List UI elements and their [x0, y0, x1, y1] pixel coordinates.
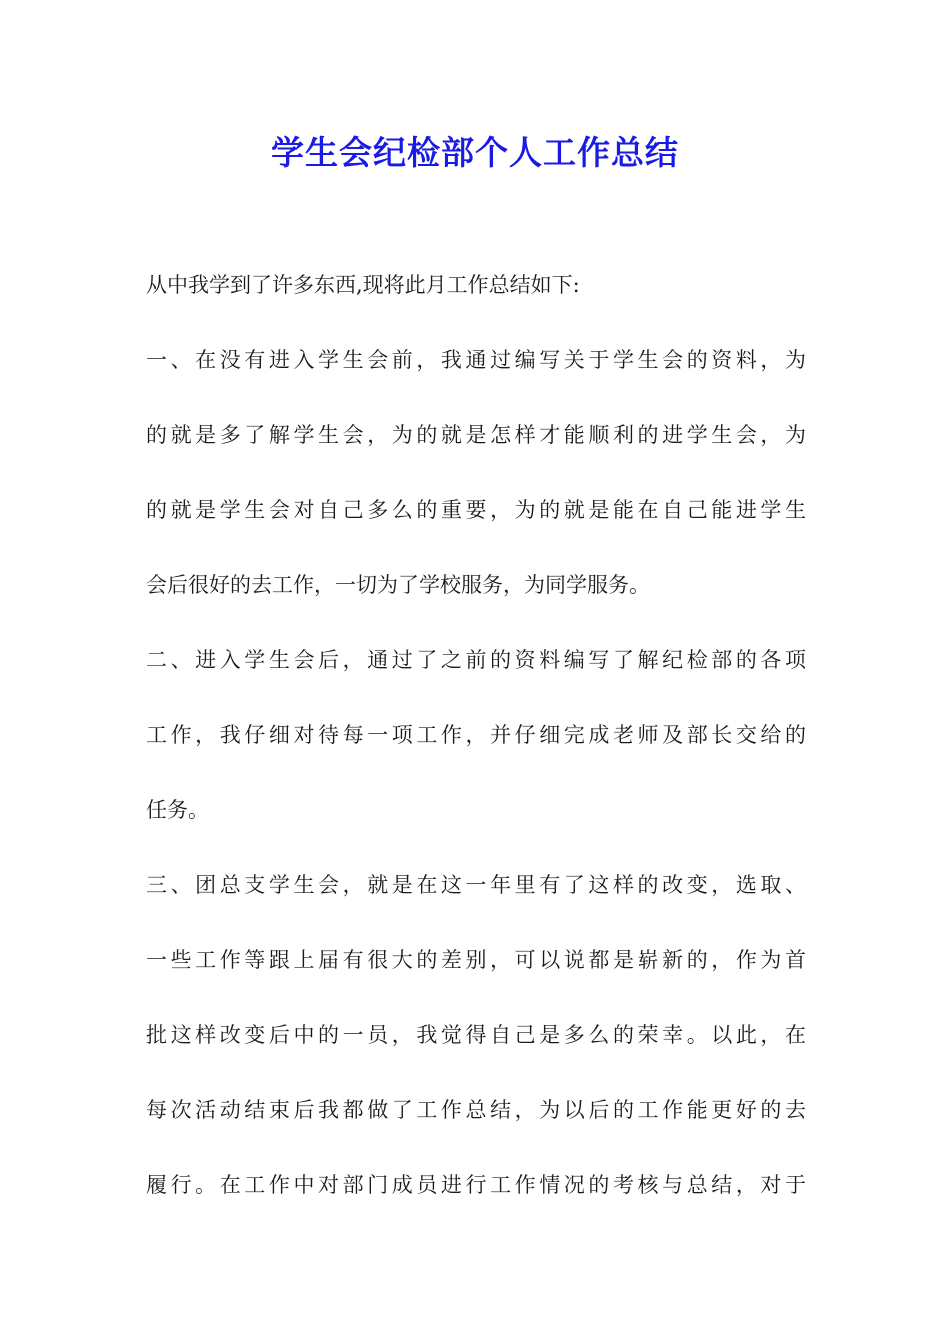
document-title: 学生会纪检部个人工作总结 [271, 133, 679, 172]
paragraph-line: 一、在没有进入学生会前，我通过编写关于学生会的资料，为 [146, 348, 806, 372]
paragraph-line: 一些工作等跟上届有很大的差别，可以说都是崭新的，作为首 [146, 948, 806, 972]
paragraph-line: 的就是多了解学生会，为的就是怎样才能顺利的进学生会，为 [146, 423, 806, 447]
paragraph-line: 批这样改变后中的一员，我觉得自己是多么的荣幸。以此，在 [146, 1023, 806, 1047]
paragraph-line: 履行。在工作中对部门成员进行工作情况的考核与总结，对于 [146, 1173, 806, 1197]
paragraph-line: 工作，我仔细对待每一项工作，并仔细完成老师及部长交给的 [146, 723, 806, 747]
paragraph-line: 会后很好的去工作，一切为了学校服务，为同学服务。 [146, 573, 650, 597]
paragraph-line: 任务。 [146, 798, 209, 822]
paragraph-line: 的就是学生会对自己多么的重要，为的就是能在自己能进学生 [146, 498, 806, 522]
paragraph-line: 三、团总支学生会，就是在这一年里有了这样的改变，选取、 [146, 873, 806, 897]
paragraph-line: 每次活动结束后我都做了工作总结，为以后的工作能更好的去 [146, 1098, 806, 1122]
paragraph-line: 二、进入学生会后，通过了之前的资料编写了解纪检部的各项 [146, 648, 806, 672]
paragraph-line: 从中我学到了许多东西,现将此月工作总结如下: [146, 273, 580, 297]
